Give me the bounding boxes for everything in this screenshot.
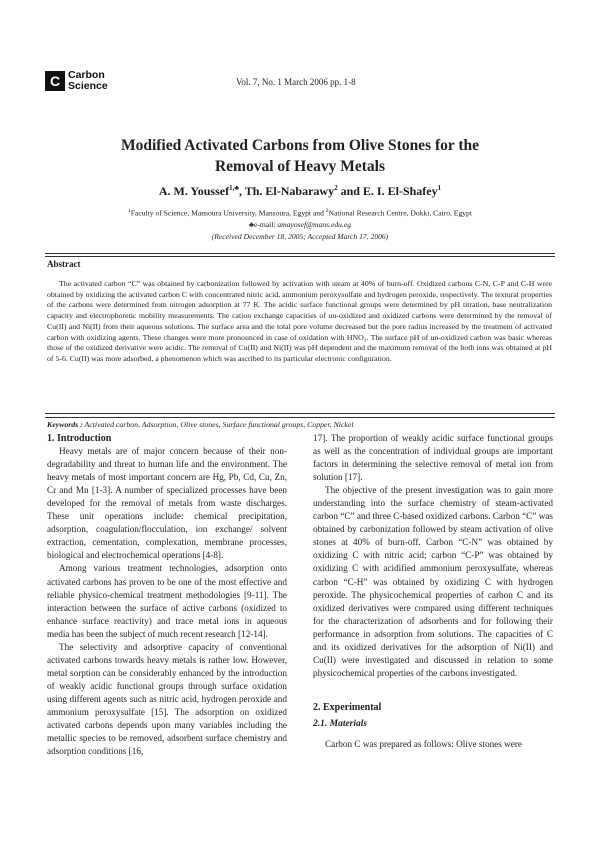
logo-mark: C	[45, 71, 65, 91]
title-line-1: Modified Activated Carbons from Olive Stones for the	[120, 137, 480, 154]
paragraph: Among various treatment technologies, adsorption onto activated carbons has proven to be one of the most effective and reliable physico-chemical treatment methodologies [9-11]. The interaction between the surface of active carbons (oxidized to enhance surface reactivity) and trace metal ions in aqueous media has been the subject of much recent research [12-14].	[47, 563, 287, 639]
author-1-affil: 1,♣	[229, 184, 239, 192]
journal-citation: Vol. 7, No. 1 March 2006 pp. 1-8	[236, 77, 356, 87]
title-line-2: Removal of Heavy Metals	[214, 158, 386, 175]
abstract-top-rule	[45, 253, 555, 254]
affil-1: Faculty of Science, Mansoura University, Mansoura, Egypt and	[130, 208, 326, 218]
abstract-text: The activated carbon “C” was obtained by carbonization followed by activation with steam at 40% of burn-off. Oxidized carbons C-N, C-P and C-H were obtained by oxidizing the activated carbon C with concentrated nitric acid, ammonium peroxysulfate and hydrogen peroxide, respectively. The textural properties of the carbons were determined from nitrogen adsorption at 77 K. The acidic surface functional groups were determined by pH titration, base neutralization capacity and electrophoretic mobility measurements. The cation exchange capacities of un-oxidized and oxidized carbons were determined by the removal of Cu(II) and Ni(II) from their aqueous solutions. The surface area and the total pore volume decreased but the pore radius increased by the treatment of activated carbon with oxidizing agents. These changes were more pronounced in case of oxidation with HNO₃. The surface pH of un-oxidized carbon was basic whereas those of the oxidized derivative were acidic. The removal of Cu(II) and Ni(II) was pH dependent and the maximum removal of the both ions was obtained at pH of 5-6. Cu(II) was more adsorbed, a phenomenon which was ascribed to its particular electronic configuration.	[47, 279, 552, 363]
logo-line-1: Carbon	[68, 69, 105, 81]
received-dates: (Received December 18, 2005; Accepted March 17, 2006)	[211, 232, 389, 241]
affil-2: National Research Centre, Dokki, Cairo, Egypt	[328, 208, 472, 218]
keywords-list: Activated carbon, Adsorption, Olive stones, Surface functional groups, Copper, Nickel	[82, 420, 354, 429]
author-2-affil: 2	[334, 184, 338, 192]
author-2: , Th. El-Nabarawy	[238, 184, 335, 198]
author-1: A. M. Youssef	[158, 184, 230, 198]
author-3: and E. I. El-Shafey	[337, 184, 438, 198]
journal-logo	[45, 70, 108, 92]
keywords-divider-2	[45, 417, 555, 418]
paper-title	[60, 135, 540, 177]
email-address: amayosef@mans.edu.eg	[277, 220, 352, 229]
logo-line-2: Science	[68, 80, 108, 92]
affil-1-marker: 1	[128, 208, 131, 214]
section-heading-introduction: 1. Introduction	[47, 433, 112, 444]
section-heading-experimental: 2. Experimental	[313, 701, 382, 713]
paragraph: The objective of the present investigation was to gain more understanding into the surface chemistry of steam-activated carbon “C” and three C-based oxidized carbons. Carbon “C” was obtained by carbonization followed by steam activation of olive stones at 40% of burn-off. Carbon “C-N” was obtained by oxidizing C with nitric acid; carbon “C-P” was obtained by oxidizing C with acidified ammonium peroxysulfate, whereas carbon “C-H” was obtained by oxidizing C with hydrogen peroxide. The physicochemical properties of carbon C and its oxidized derivatives were compared using different techniques for the characterization of adsorbents and for following their performance in adsorption from solutions. The capacities of C and its oxidized derivatives for the adsorption of Ni(II) and Cu(II) were investigated and discussed in relation to some physicochemical properties of the carbons investigated.	[313, 485, 553, 678]
left-column	[47, 432, 287, 758]
abstract-top-rule-2	[45, 256, 555, 257]
keywords-divider	[45, 413, 555, 414]
paragraph: Carbon C was prepared as follows: Olive stones were	[325, 738, 522, 749]
right-column	[313, 432, 553, 751]
subsection-heading-materials: 2.1. Materials	[313, 718, 368, 729]
author-list	[60, 184, 540, 199]
affiliations	[40, 208, 560, 218]
affil-2-marker: 2	[325, 208, 329, 214]
contact-email	[40, 220, 560, 229]
abstract-heading: Abstract	[47, 259, 81, 269]
logo-text	[68, 70, 108, 92]
paragraph: 17]. The proportion of weakly acidic surface functional groups as well as the concentration of individual groups are important factors in determining the selective removal of metal ion from solution [17].	[313, 433, 553, 483]
keywords-label: Keywords :	[47, 420, 83, 429]
keywords-line	[47, 420, 552, 429]
paragraph: The selectivity and adsorptive capacity of conventional activated carbons towards heavy metals is rather low. However, metal sorption can be considerably enhanced by the introduction of weakly acidic functional groups through surface oxidation using different agents such as nitric acid, hydrogen peroxide and ammonium peroxysulfate [15]. The adsorption on oxidized activated carbons depends upon many variables including the metallic species to be removed, adsorbent surface chemistry and adsorption conditions [16,	[47, 641, 287, 757]
email-prefix: ♣e-mail:	[248, 220, 278, 229]
author-3-affil: 1	[437, 184, 442, 192]
paragraph: Heavy metals are of major concern because of their non-degradability and threat to human life and the environment. The heavy metals of most important concern are Hg, Pb, Cd, Cu, Zn, Cr and Mn [1-3]. A number of specialized processes have been developed for the removal of metals from waste discharges. These unit operations include: chemical precipitation, adsorption, coagulation/flocculation, ion exchange/ solvent extraction, cementation, complexation, membrane processes, biological and electrochemical operations [4-8].	[47, 446, 287, 561]
